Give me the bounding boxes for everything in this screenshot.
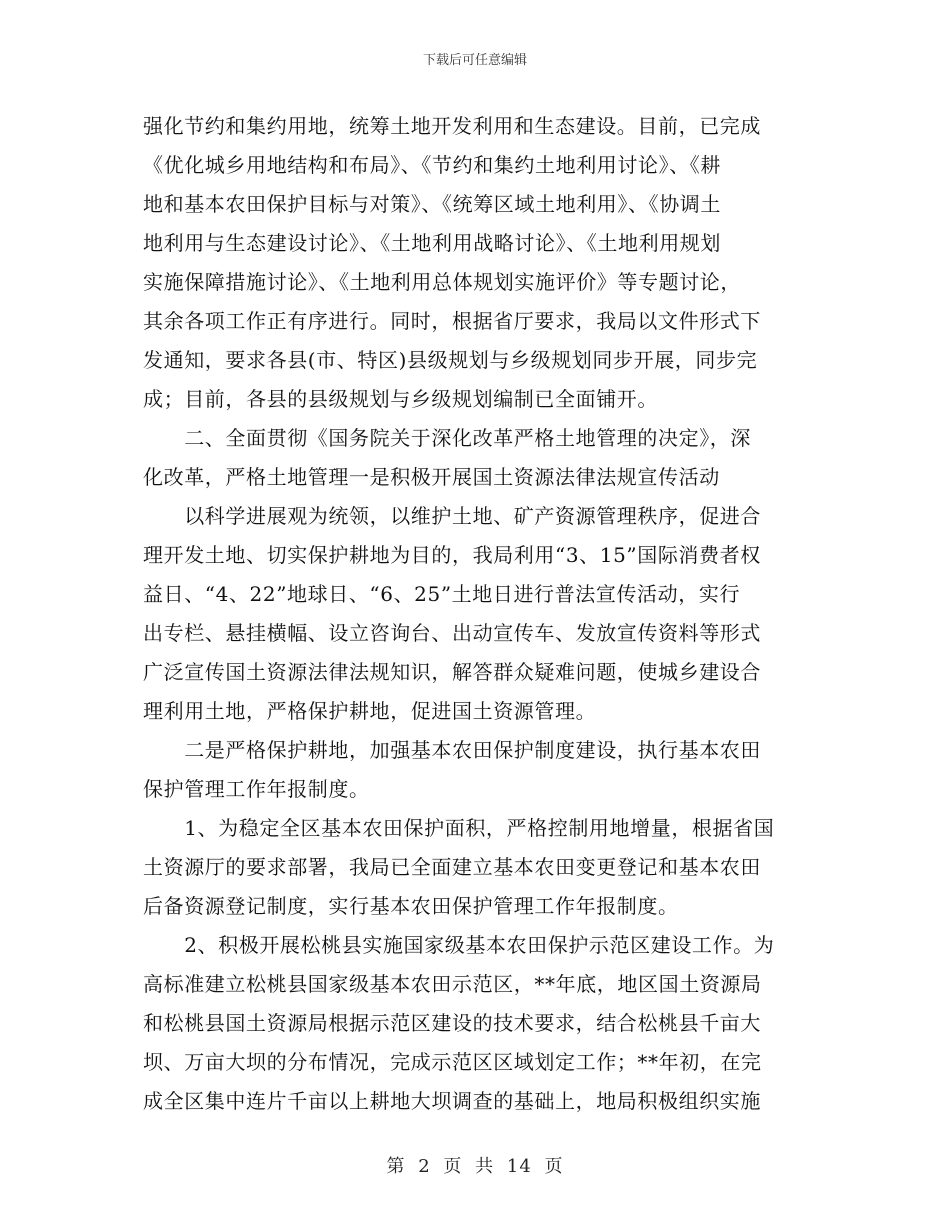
body-line: 地利用与生态建设讨论》、《土地利用战略讨论》、《土地利用规划: [143, 231, 721, 255]
total-label: 共: [475, 1156, 495, 1177]
body-line: 化改革，严格土地管理一是积极开展国土资源法律法规宣传活动: [143, 465, 720, 489]
header-text: 下载后可任意编辑: [422, 53, 527, 68]
body-line: 成；目前，各县的县级规划与乡级规划编制已全面铺开。: [143, 387, 658, 411]
body-line: 和松桃县国土资源局根据示范区建设的技术要求，结合松桃县千亩大: [143, 1011, 761, 1035]
body-line: 二、全面贯彻《国务院关于深化改革严格土地管理的决定》，深: [143, 426, 751, 450]
body-line: 成全区集中连片千亩以上耕地大坝调查的基础上，地局积极组织实施: [143, 1089, 761, 1113]
body-line: 2、积极开展松桃县实施国家级基本农田保护示范区建设工作。为: [143, 933, 775, 957]
page-label-suffix: 页: [544, 1156, 564, 1177]
body-line: 地和基本农田保护目标与对策》、《统筹区域土地利用》、《协调土: [143, 192, 721, 216]
body-line: 保护管理工作年报制度。: [143, 777, 370, 801]
total-pages: 14: [506, 1156, 532, 1177]
page-label-prefix: 第: [386, 1156, 406, 1177]
body-line: 坝、万亩大坝的分布情况，完成示范区区域划定工作；**年初，在完: [143, 1050, 762, 1074]
body-line: 实施保障措施讨论》、《土地利用总体规划实施评价》等专题讨论，: [143, 270, 741, 294]
body-line: 理利用土地，严格保护耕地，促进国土资源管理。: [143, 699, 597, 723]
body-line: 二是严格保护耕地，加强基本农田保护制度建设，执行基本农田: [143, 738, 761, 762]
body-line: 以科学进展观为统领，以维护土地、矿产资源管理秩序，促进合: [143, 504, 761, 528]
body-line: 高标准建立松桃县国家级基本农田示范区，**年底，地区国土资源局: [143, 972, 762, 996]
body-line: 土资源厅的要求部署，我局已全面建立基本农田变更登记和基本农田: [143, 855, 761, 879]
body-line: 1、为稳定全区基本农田保护面积，严格控制用地增量，根据省国: [143, 816, 775, 840]
page-label-mid: 页: [443, 1156, 463, 1177]
page-footer: [0, 1152, 950, 1178]
body-line: 理开发土地、切实保护耕地为目的，我局利用“3、15”国际消费者权: [143, 543, 761, 567]
document-body: [143, 107, 811, 1121]
page-number: 2: [418, 1156, 431, 1177]
body-line: 《优化城乡用地结构和布局》、《节约和集约土地利用讨论》、《耕: [143, 153, 721, 177]
body-line: 强化节约和集约用地，统筹土地开发利用和生态建设。目前，已完成: [143, 114, 761, 138]
body-line: 其余各项工作正有序进行。同时，根据省厅要求，我局以文件形式下: [143, 309, 761, 333]
body-line: 发通知，要求各县(市、特区)县级规划与乡级规划同步开展，同步完: [143, 348, 758, 372]
page-header: [0, 52, 950, 70]
body-line: 后备资源登记制度，实行基本农田保护管理工作年报制度。: [143, 894, 679, 918]
body-line: 出专栏、悬挂横幅、设立咨询台、出动宣传车、发放宣传资料等形式: [143, 621, 761, 645]
body-line: 益日、“4、22”地球日、“6、25”土地日进行普法宣传活动，实行: [143, 582, 741, 606]
body-line: 广泛宣传国土资源法律法规知识，解答群众疑难问题，使城乡建设合: [143, 660, 761, 684]
